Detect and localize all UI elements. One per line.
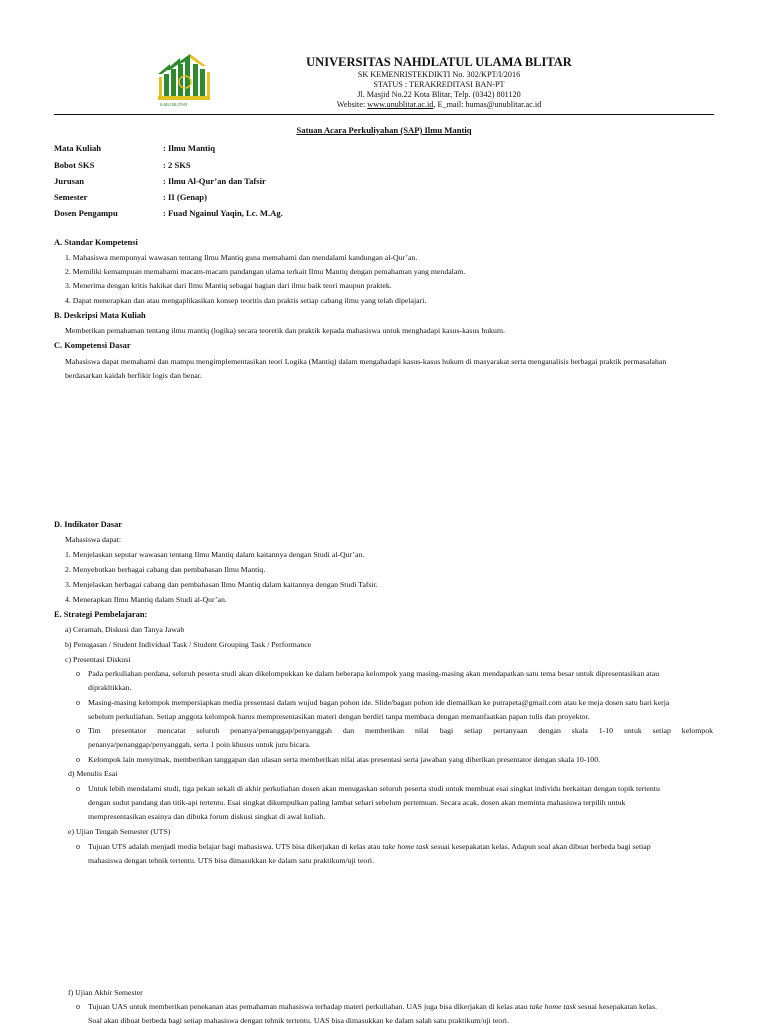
list-item: 3. Menjelaskan berbagai cabang dan pembahasan Ilmu Mantiq dalam kaitannya dengan Studi Tafsir.	[65, 580, 378, 589]
paragraph-line: dengan sudut pandang dan titik-api tertentu. Esai singkat dikumpulkan paling lambat sehari sebelum pertemuan. Secara acak, dosen akan meminta mahasiswa terpilih untuk	[88, 798, 626, 807]
info-label: Mata Kuliah	[54, 143, 102, 153]
strategy-item: a) Ceramah, Diskusi dan Tanya Jawab	[65, 625, 185, 634]
contact-line: Website: www.unublitar.ac.id, E_mail: humas@unublitar.ac.id	[336, 100, 542, 109]
address: Jl. Masjid No.22 Kota Blitar, Telp. (0342) 801120	[357, 90, 521, 99]
section-a-title: A. Standar Kompetensi	[54, 238, 138, 247]
info-label: Jurusan	[54, 176, 85, 186]
basic-competence-line: Mahasiswa dapat memahami dan mampu mengimplementasikan teori Logika (Mantiq) dalam mengahadapi kasus-kasus hukum di masyarakat serta menganalisis berbagai praktik permasalahan	[65, 357, 667, 366]
paragraph-line: mahasiswa dengan tehnik tertentu. UTS bisa dimasukkan ke dalam satu praktikum/uji teori.	[88, 856, 375, 865]
paragraph-line: penanya/penanggap/penyanggah, serta 1 poin khusus untuk juru bicara.	[88, 740, 311, 749]
bullet-icon: o	[76, 1002, 80, 1011]
info-value: : 2 SKS	[163, 160, 191, 170]
bullet-icon: o	[76, 755, 80, 764]
sk-number: SK KEMENRISTEKDIKTI No. 302/KPT/I/2016	[357, 70, 521, 79]
paragraph-line: Soal akan dibuat berbeda bagi setiap mahasiswa dengan tehnik tertentu. UAS bisa dimasukkan ke dalam salah satu praktikum/uji teori.	[88, 1016, 509, 1025]
strategy-item: c) Presentasi Diskusi	[65, 655, 131, 664]
info-value: : Ilmu Mantiq	[163, 143, 216, 153]
accreditation-status: STATUS : TERAKREDITASI BAN-PT	[373, 80, 505, 89]
strategy-item: f) Ujian Akhir Semester	[68, 988, 143, 997]
paragraph-line: Kelompok lain menyimak, memberikan tanggapan dan ulasan serta memberikan nilai atas presentasi serta jawaban yang diberikan presentator dengan skala 10-100.	[88, 755, 601, 764]
paragraph-line: Pada perkuliahan perdana, seluruh peserta studi akan dikelompokkan ke dalam beberapa kelompok yang masing-masing akan mendapatkan satu tema besar untuk dipresentasikan atau	[88, 669, 660, 678]
paragraph-line: Tujuan UAS untuk memberikan penekanan atas pemahaman mahasiswa terhadap materi perkuliahan. UAS juga bisa dikerjakan di kelas atau take home task sesuai kesepakatan kelas.	[88, 1002, 657, 1011]
list-item: 4. Dapat menerapkan dan atau mengaplikasikan konsep teoritis dan praktis setiap cabang ilmu yang telah dipelajari.	[65, 296, 427, 305]
logo-text: ILMU BLITAR	[160, 102, 188, 107]
strategy-item: b) Penugasan / Student Individual Task / Student Grouping Task / Performance	[65, 640, 312, 649]
bullet-icon: o	[76, 698, 80, 707]
info-label: Semester	[54, 192, 88, 202]
list-item: 2. Menyebutkan berbagai cabang dan pembahasan Ilmu Mantiq.	[65, 565, 266, 574]
bullet-icon: o	[76, 784, 80, 793]
paragraph-line: mempresentasikan esainya dan dibuka forum diskusi singkat di awal kuliah.	[88, 812, 326, 821]
list-item: 2. Memiliki kemampuan memahami macam-macam pandangan ulama terkait Ilmu Mantiq dengan pemahaman yang mendalam.	[65, 267, 466, 276]
course-description: Memberikan pemahaman tentang ilmu mantiq (logika) secara teoretik dan praktik kepada mahasiswa untuk menghadapi kasus-kasus hukum.	[65, 326, 505, 335]
website-link[interactable]: www.unublitar.ac.id	[367, 100, 434, 109]
list-item: 3. Menerima dengan kritis hakikat dari Ilmu Mantiq sebagai bagian dari ilmu baik teori maupun praktek.	[65, 281, 392, 290]
section-d-title: D. Indikator Dasar	[54, 520, 123, 529]
info-value: : Fuad Ngainul Yaqin, Lc. M.Ag.	[163, 208, 283, 218]
section-b-title: B. Deskripsi Mata Kuliah	[54, 311, 146, 320]
section-e-title: E. Strategi Pembelajaran:	[54, 610, 148, 619]
bullet-icon: o	[76, 669, 80, 678]
header-divider	[54, 114, 714, 115]
basic-competence-line: berdasarkan kaidah berfikir logis dan benar.	[65, 371, 202, 380]
paragraph-line: Tim presentator mencatat seluruh penanya/penanggap/penyanggah dan memberikan nilai bagi setiap pertanyaan dengan skala 1-10 untuk setiap kelompok	[88, 726, 713, 735]
strategy-item: e) Ujian Tengah Semester (UTS)	[68, 827, 171, 836]
bullet-icon: o	[76, 726, 80, 735]
university-name: UNIVERSITAS NAHDLATUL ULAMA BLITAR	[306, 55, 572, 69]
document-title: Satuan Acara Perkuliyahan (SAP) Ilmu Mantiq	[296, 125, 472, 135]
list-item: 4. Menerapkan Ilmu Mantiq dalam Studi al-Qur’an.	[65, 595, 227, 604]
info-label: Bobot SKS	[54, 160, 95, 170]
paragraph-line: sebelum perkuliahan. Setiap anggota kelompok harus mempresentasikan materi dengan berdiri tanpa membaca dengan memanfaatkan papan tulis dan proyektor.	[88, 712, 590, 721]
info-value: : Ilmu Al-Qur’an dan Tafsir	[163, 176, 266, 186]
indicator-intro: Mahasiswa dapat:	[65, 535, 122, 544]
info-value: : II (Genap)	[163, 192, 207, 202]
strategy-item: d) Menulis Esai	[68, 769, 118, 778]
paragraph-line: Tujuan UTS adalah menjadi media belajar bagi mahasiswa. UTS bisa dikerjakan di kelas atau take home task sesuai kesepakatan kelas. Adapun soal akan dibuat berbeda bagi setiap	[88, 842, 651, 851]
paragraph-line: Untuk lebih mendalami studi, tiga pekan sekali di akhir perkuliahan dosen akan menugaskan seluruh peserta studi untuk membuat esai singkat individu berkaitan dengan topik tertentu	[88, 784, 660, 793]
list-item: 1. Menjelaskan seputar wawasan tentang Ilmu Mantiq dalam kaitannya dengan Studi al-Qur’an.	[65, 550, 365, 559]
bullet-icon: o	[76, 842, 80, 851]
info-label: Dosen Pengampu	[54, 208, 118, 218]
list-item: 1. Mahasiswa mempunyai wawasan tentang Ilmu Mantiq guna memahami dan mendalami kandungan al-Qur’an.	[65, 253, 418, 262]
paragraph-line: Masing-masing kelompok mempersiapkan media presentasi dalam wujud bagan pohon ide. Slide/bagan pohon ide diemailkan ke putrapeta@gmail.com atau ke meja dosen satu hari kerja	[88, 698, 670, 707]
paragraph-line: diprakltikkan.	[88, 683, 132, 692]
section-c-title: C. Kompetensi Dasar	[54, 341, 131, 350]
